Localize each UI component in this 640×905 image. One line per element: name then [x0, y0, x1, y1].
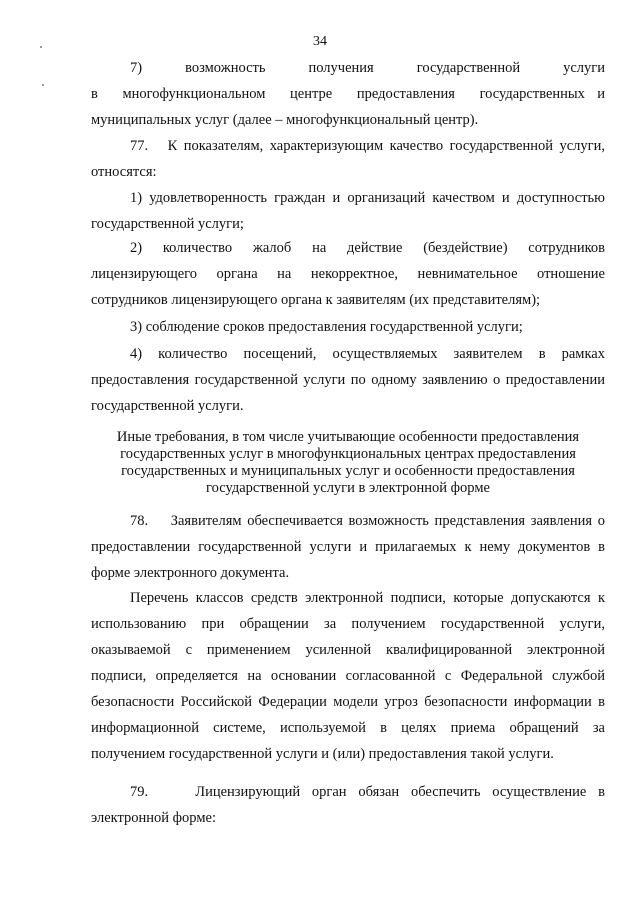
paragraph-78-signature: Перечень классов средств электронной подписи, которые допускаются к использованию при обращении за получением государственной услуги, оказываемой с применением усиленной квалифицированной электронной подписи, определяется на основании согласованной с Федеральной службой безопасности Российской Федерации модели угроз безопасности информации в информационной системе, используемой в целях приема обращений за получением государственной услуги и (или) предоставления такой услуги.: [91, 590, 605, 762]
paragraph-7: 7) возможность получения государственной услуги в многофункциональном центре предоставления государственных и муниципальных услуг (далее – многофункциональный центр).: [91, 60, 605, 128]
section-heading: Иные требования, в том числе учитывающие особенности предоставления государственных услуг в многофункциональных центрах предоставления государственных и муниципальных услуг и особенности предоставления государственной услуги в электронной форме: [116, 429, 580, 496]
paragraph-77-item-3: 3) соблюдение сроков предоставления государственной услуги;: [130, 319, 523, 335]
scan-speck: [42, 84, 44, 86]
page-number: 34: [313, 34, 327, 49]
scan-speck: [40, 46, 42, 48]
paragraph-77-item-1: 1) удовлетворенность граждан и организаций качеством и доступностью государственной услуги;: [91, 190, 605, 232]
paragraph-79: 79. Лицензирующий орган обязан обеспечить осуществление в электронной форме:: [91, 784, 605, 826]
paragraph-77: 77. К показателям, характеризующим качество государственной услуги, относятся:: [91, 138, 605, 180]
paragraph-77-item-2: 2) количество жалоб на действие (бездействие) сотрудников лицензирующего органа на некорректное, невнимательное отношение сотрудников лицензирующего органа к заявителям (их представителям);: [91, 240, 605, 308]
paragraph-77-item-4: 4) количество посещений, осуществляемых заявителем в рамках предоставления государственной услуги по одному заявлению о предоставлении государственной услуги.: [91, 346, 605, 414]
paragraph-78: 78. Заявителям обеспечивается возможность представления заявления о предоставлении государственной услуги и прилагаемых к нему документов в форме электронного документа.: [91, 513, 605, 581]
